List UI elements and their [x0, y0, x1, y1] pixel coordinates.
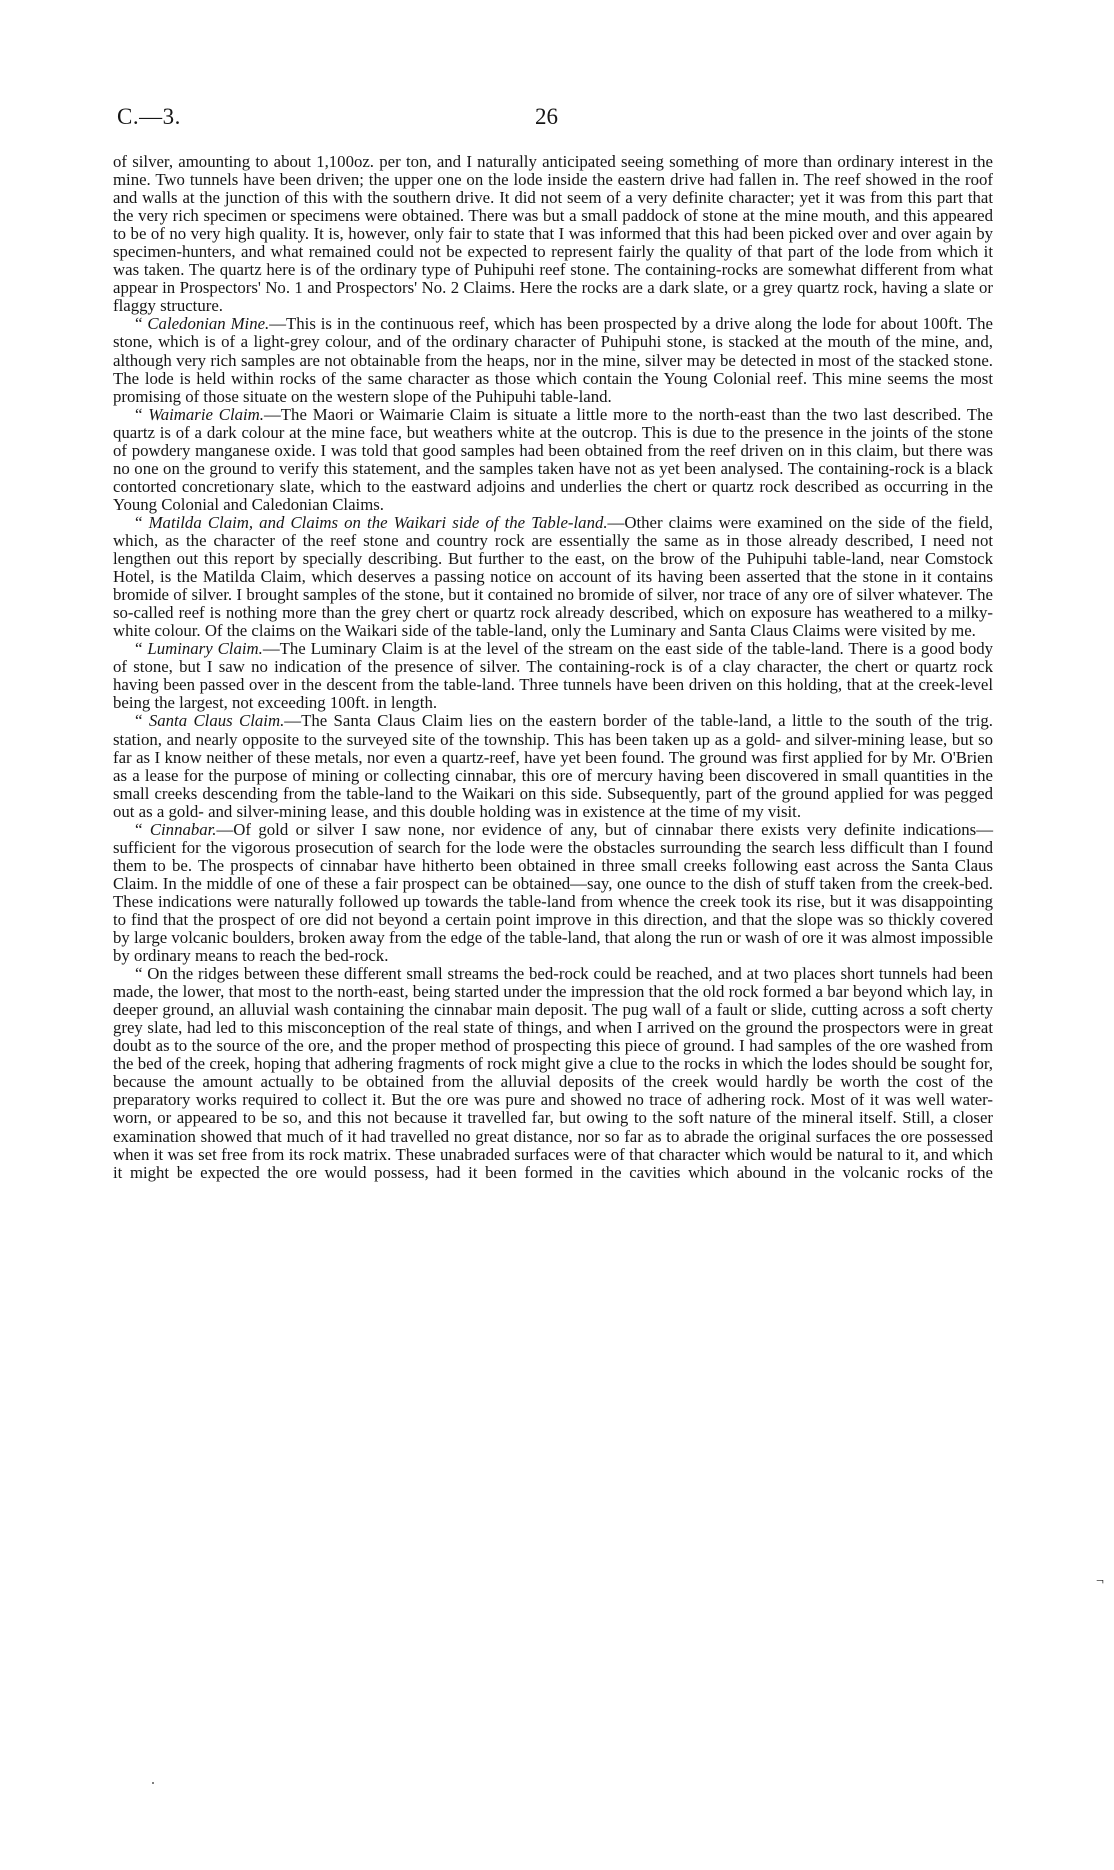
margin-mark: ¬: [1096, 1574, 1104, 1589]
paragraph-waimarie-claim: [113, 406, 993, 514]
paragraph-santa-claus-claim: [113, 712, 993, 820]
section-heading-matilda-claim: Matilda Claim, and Claims on the Waikari side of the Table-land.: [148, 512, 608, 532]
section-heading-santa-claus-claim: Santa Claus Claim.: [148, 711, 285, 731]
report-body: [113, 153, 993, 1182]
opening-quote: “: [135, 711, 149, 731]
section-heading-luminary-claim: Luminary Claim.: [147, 639, 263, 659]
paragraph-text: —This is in the continuous reef, which has been prospected by a drive along the lode for about 100ft. The stone, which is of a light-grey colour, and of the ordinary character of Puhipuhi stone, is stacked at the mouth of the mine, and, although very rich samples are not obtainable from the heaps, nor in the mine, silver may be detected in most of the stacked stone. The lode is held within rocks of the same character as those which contain the Young Colonial reef. This mine seems the most promising of those situate on the western slope of the Puhipuhi table-land.: [113, 314, 993, 406]
paragraph-luminary-claim: [113, 640, 993, 712]
opening-quote: “: [135, 404, 149, 424]
paragraph-text: —The Maori or Waimarie Claim is situate a little more to the north-east than the two last described. The quartz is of a dark colour at the mine face, but weathers white at the outcrop. This is due to the presence in the joints of the stone of powdery manganese oxide. I was told that good samples had been obtained from the reef driven on in this claim, but there was no one on the ground to verify this statement, and the samples taken have not as yet been analysed. The containing-rock is a black contorted concretionary slate, which to the eastward adjoins and underlies the chert or quartz rock described as occurring in the Young Colonial and Caledonian Claims.: [113, 404, 994, 514]
paragraph-matilda-claim: [113, 514, 993, 640]
page-number: 26: [535, 104, 558, 129]
paragraph-text: —Other claims were examined on the side of the field, which, as the character of the reef stone and country rock are essentially the same as in those already described, I need not lengthen out this report by specially describing. But further to the east, on the brow of the Puhipuhi table-land, near Comstock Hotel, is the Matilda Claim, which deserves a passing notice on account of its having been asserted that the stone in it contains bromide of silver. I brought samples of the stone, but it contained no bromide of silver, nor trace of any ore of silver whatever. The so-called reef is nothing more than the grey chert or quartz rock already described, which on exposure has weathered to a milky-white colour. Of the claims on the Waikari side of the table-land, only the Luminary and Santa Claus Claims were visited by me.: [113, 512, 993, 641]
stray-ink-dot: [152, 1782, 154, 1784]
paragraph-caledonian-mine: [113, 315, 993, 405]
section-heading-cinnabar: Cinnabar.: [149, 819, 217, 839]
section-heading-waimarie-claim: Waimarie Claim.: [148, 404, 265, 424]
paragraph-ridges: “ On the ridges between these different small streams the bed-rock could be reached, and at two places short tunnels had been made, the lower, that most to the north-east, being started under the impression that the old rock formed a bar beyond which lay, in deeper ground, an alluvial wash containing the cinnabar main deposit. The pug wall of a fault or slide, cutting across a soft cherty grey slate, had led to this misconception of the real state of things, and when I arrived on the ground the prospectors were in great doubt as to the source of the ore, and the proper method of prospecting this piece of ground. I had samples of the ore washed from the bed of the creek, hoping that adhering fragments of rock might give a clue to the rocks in which the lodes should be sought for, because the amount actually to be obtained from the alluvial deposits of the creek would hardly be worth the cost of the preparatory works required to collect it. But the ore was pure and showed no trace of adhering rock. Most of it was well water-worn, or appeared to be so, and this not because it travelled far, but owing to the soft nature of the mineral itself. Still, a closer examination showed that much of it had travelled no great distance, nor so far as to abrade the original surfaces the ore possessed when it was set free from its rock matrix. These unabraded surfaces were of that character which would be natural to it, and which it might be expected the ore would possess, had it been formed in the cavities which abound in the volcanic rocks of the: [113, 964, 993, 1182]
page-header: [117, 104, 997, 132]
opening-quote: “: [135, 314, 148, 334]
paragraph-text: —Of gold or silver I saw none, nor evidence of any, but of cinnabar there exists very definite indications—sufficient for the vigorous prosecution of search for the lode were the obstacles surrounding the search less difficult than I found them to be. The prospects of cinnabar have hitherto been obtained in three small creeks following east across the Santa Claus Claim. In the middle of one of these a fair prospect can be obtained—say, one ounce to the dish of stuff taken from the creek-bed. These indications were naturally followed up towards the table-land from whence the creek took its rise, but it was disappointing to find that the prospect of ore did not beyond a certain point improve in this direction, and that the slope was so thickly covered by large volcanic boulders, broken away from the edge of the table-land, that along the run or wash of ore it was almost impossible by ordinary means to reach the bed-rock.: [113, 819, 993, 966]
paragraph-text: —The Santa Claus Claim lies on the eastern border of the table-land, a little to the south of the trig. station, and nearly opposite to the surveyed site of the township. This has been taken up as a gold- and silver-mining lease, but so far as I know neither of these metals, nor even a quartz-reef, have yet been found. The ground was first applied for by Mr. O'Brien as a lease for the purpose of mining or collecting cinnabar, this ore of mercury having been discovered in small quantities in the small creeks descending from the table-land to the Waikari on this side. Subsequently, part of the ground applied for was pegged out as a gold- and silver-mining lease, and this double holding was in existence at the time of my visit.: [113, 711, 993, 821]
opening-quote: “: [135, 639, 148, 659]
opening-quote: “: [135, 819, 150, 839]
paragraph-text: —The Luminary Claim is at the level of the stream on the east side of the table-land. There is a good body of stone, but I saw no indication of the presence of silver. The containing-rock is of a clay character, the chert or quartz rock having been passed over in the descent from the table-land. Three tunnels have been driven on this holding, that at the creek-level being the largest, not exceeding 100ft. in length.: [113, 639, 993, 713]
paragraph-cinnabar: [113, 821, 993, 965]
paragraph-continuation: of silver, amounting to about 1,100oz. per ton, and I naturally anticipated seeing something of more than ordinary interest in the mine. Two tunnels have been driven; the upper one on the lode inside the eastern drive had fallen in. The reef showed in the roof and walls at the junction of this with the southern drive. It did not seem of a very definite character; yet it was from this part that the very rich specimen or specimens were obtained. There was but a small paddock of stone at the mine mouth, and this appeared to be of no very high quality. It is, however, only fair to state that I was informed that this had been picked over and over again by specimen-hunters, and what remained could not be expected to represent fairly the quality of that part of the lode from which it was taken. The quartz here is of the ordinary type of Puhipuhi reef stone. The containing-rocks are somewhat different from what appear in Prospectors' No. 1 and Prospectors' No. 2 Claims. Here the rocks are a dark slate, or a grey quartz rock, having a slate or flaggy structure.: [113, 152, 993, 316]
opening-quote: “: [135, 512, 149, 532]
section-heading-caledonian-mine: Caledonian Mine.: [147, 314, 270, 334]
page-reference: C.—3.: [117, 104, 181, 129]
